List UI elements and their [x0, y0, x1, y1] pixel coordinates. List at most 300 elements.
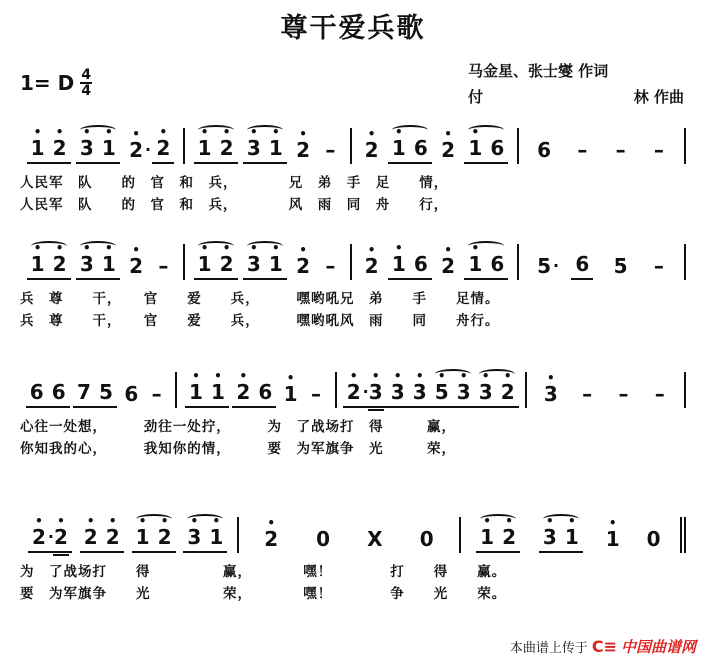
note: [47, 514, 72, 549]
composer-name-2: 林: [633, 88, 649, 106]
beat: [571, 253, 593, 280]
slurred-beat: [243, 241, 287, 280]
dash-extension: [146, 383, 168, 405]
octave-dot: •: [395, 125, 403, 139]
measure: [185, 241, 352, 280]
note: [265, 125, 287, 160]
note: [343, 369, 369, 404]
note: [154, 514, 176, 549]
lyrics-verse-1: 人民军 队 的 官 和 兵， 兄 弟 手 足 情，: [20, 175, 449, 191]
note: [49, 125, 71, 160]
note: [152, 125, 174, 160]
octave-dot: •: [505, 514, 513, 528]
note-digit: 1: [135, 525, 150, 549]
beat: [416, 528, 438, 553]
beat: [73, 381, 117, 408]
slurred-beat: [132, 514, 176, 553]
note-digit: 3: [543, 382, 558, 406]
dash-extension: [571, 139, 593, 161]
note: [498, 514, 520, 549]
note: [361, 127, 383, 162]
note-digit: 1: [101, 252, 116, 276]
note-digit: –: [653, 254, 664, 278]
note-digit: 2: [502, 525, 517, 549]
note: [102, 514, 124, 549]
note-digit: 1: [197, 252, 212, 276]
beat: [576, 383, 598, 408]
note-digit: 1: [189, 380, 203, 404]
octave-dot: •: [250, 241, 258, 255]
note-digit: 1: [283, 382, 298, 406]
note-digit: 2: [296, 138, 311, 162]
note: [132, 514, 154, 549]
note-digit: 1: [268, 252, 283, 276]
note-digit: 2: [500, 380, 515, 404]
note-digit: 2: [52, 136, 67, 160]
note: [28, 514, 54, 549]
note: [76, 125, 98, 160]
measure: [352, 241, 519, 280]
note-digit: 6: [258, 380, 273, 404]
beat: [612, 383, 634, 408]
octave-dot: •: [55, 241, 64, 255]
octave-dot: •: [299, 127, 307, 141]
staff: [18, 240, 686, 280]
beat: [152, 125, 174, 164]
note-digit: 5: [99, 380, 113, 404]
octave-dot: •: [105, 241, 113, 255]
octave-dot: •: [395, 241, 403, 255]
note-digit: 0: [646, 527, 661, 551]
beat: [571, 139, 593, 164]
beat: [343, 369, 387, 408]
note-digit: 6: [51, 380, 66, 404]
augmentation-dot: ·: [362, 382, 369, 401]
note: [361, 243, 383, 278]
note-digit: 3: [368, 380, 383, 404]
measure: [18, 372, 177, 408]
octave-dot: •: [481, 369, 490, 383]
note-digit: 6: [413, 252, 428, 276]
octave-dot: •: [272, 241, 280, 255]
beat: [649, 383, 671, 408]
beat: [125, 127, 152, 164]
octave-dot: •: [190, 514, 199, 528]
slurred-beat: [243, 125, 287, 164]
note: [194, 241, 216, 276]
beat: [648, 255, 670, 280]
note: [571, 253, 593, 275]
octave-dot: •: [33, 241, 42, 255]
note-digit: 7: [77, 380, 91, 404]
note: [26, 381, 48, 403]
note-digit: 1: [468, 252, 483, 276]
note: [431, 369, 453, 404]
beat: [305, 383, 327, 408]
octave-dot: •: [267, 516, 276, 530]
note: [265, 241, 287, 276]
octave-dot: •: [132, 243, 140, 257]
augmentation-dot: ·: [553, 256, 560, 275]
system-4: [18, 513, 686, 605]
note: [49, 241, 71, 276]
note: [48, 381, 70, 403]
slurred-beat: [194, 125, 238, 164]
dash-extension: [649, 383, 671, 405]
beat: [361, 243, 383, 280]
beat: [319, 139, 341, 164]
beat: [319, 255, 341, 280]
note: [364, 528, 386, 550]
beat: [648, 139, 670, 164]
note-digit: 2: [52, 252, 67, 276]
note-digit: 6: [490, 136, 505, 160]
beat: [643, 528, 665, 553]
time-signature: [80, 68, 92, 98]
measure: [337, 369, 527, 408]
octave-dot: •: [471, 241, 480, 255]
octave-dot: •: [415, 369, 424, 383]
octave-dot: •: [393, 369, 402, 383]
octave-dot: •: [192, 369, 200, 383]
system-1: [18, 124, 686, 216]
beat: [146, 383, 168, 408]
note-digit: 1: [468, 136, 483, 160]
note-digit: 3: [478, 380, 493, 404]
slurred-beat: [27, 241, 71, 280]
beat: [80, 514, 124, 553]
beat: [260, 516, 282, 553]
note-digit: –: [325, 254, 336, 278]
lyrics-verse-2: 人民军 队 的 官 和 兵， 风 雨 同 舟 行，: [20, 197, 449, 213]
octave-dot: •: [222, 125, 231, 139]
note-digit: 1: [30, 252, 45, 276]
note: [486, 137, 508, 159]
note-digit: 2: [441, 254, 456, 278]
note: [80, 514, 102, 549]
note-digit: 3: [246, 252, 261, 276]
note: [539, 514, 561, 549]
note: [476, 514, 498, 549]
note: [207, 369, 229, 404]
slurred-beat: [76, 241, 120, 280]
note: [76, 241, 98, 276]
beat: [602, 516, 624, 553]
note-digit: 1: [197, 136, 212, 160]
note-digit: 3: [390, 380, 405, 404]
note-digit: 3: [412, 380, 427, 404]
octave-dot: •: [371, 369, 380, 383]
note: [183, 514, 205, 549]
note-digit: 1: [391, 136, 406, 160]
note-digit: 0: [419, 527, 434, 551]
site-logo-icon: C≡: [591, 637, 617, 656]
lyrics-verse-1: 心往一处想， 劲往一处拧， 为 了战场打 得 赢，: [20, 419, 456, 435]
note-digit: 1: [30, 136, 45, 160]
slurred-beat: [183, 514, 227, 553]
note-digit: 1: [268, 136, 283, 160]
note-digit: –: [158, 254, 169, 278]
note-digit: 5: [613, 254, 628, 278]
note-digit: 3: [246, 136, 261, 160]
footer: [510, 636, 696, 657]
measure: [18, 514, 239, 553]
augmentation-dot: ·: [145, 140, 152, 159]
note: [409, 369, 431, 404]
composer-role: 作曲: [653, 88, 684, 106]
note-digit: 1: [391, 252, 406, 276]
octave-dot: •: [459, 369, 468, 383]
note-digit: 6: [537, 138, 552, 162]
note-digit: 2: [156, 136, 171, 160]
note-digit: 5: [537, 254, 552, 278]
note: [243, 241, 265, 276]
note: [216, 125, 238, 160]
augmentation-dot: ·: [47, 527, 54, 546]
upload-note: 本曲谱上传于: [509, 641, 588, 656]
note-digit: 2: [346, 380, 361, 404]
note: [497, 369, 519, 404]
octave-dot: •: [222, 241, 231, 255]
slurred-beat: [76, 125, 120, 164]
note: [73, 381, 95, 403]
beat: [437, 243, 459, 280]
beat: [610, 139, 632, 164]
measure: [519, 244, 686, 280]
measure: [352, 125, 519, 164]
lyrics-verse-2: 你知我的心， 我知你的情， 要 为军旗争 光 荣，: [20, 441, 456, 457]
slurred-beat: [476, 514, 520, 553]
slurred-beat: [431, 369, 475, 408]
note-digit: 2: [219, 136, 234, 160]
octave-dot: •: [299, 243, 307, 257]
octave-dot: •: [86, 514, 95, 528]
octave-dot: •: [546, 514, 554, 528]
measure: [527, 372, 686, 408]
note-digit: 2: [105, 525, 120, 549]
note-digit: 2: [296, 254, 311, 278]
octave-dot: •: [138, 514, 147, 528]
octave-dot: •: [471, 125, 480, 139]
slurred-beat: [194, 241, 238, 280]
note-digit: 2: [31, 525, 46, 549]
octave-dot: •: [159, 125, 168, 139]
system-3: [18, 368, 686, 460]
site-logo-text[interactable]: 中国曲谱网: [620, 638, 696, 656]
composer-name: 付: [468, 88, 484, 106]
octave-dot: •: [367, 243, 376, 257]
measure: [177, 369, 336, 408]
note: [464, 125, 486, 160]
octave-dot: •: [349, 369, 358, 383]
note: [486, 253, 508, 275]
note: [533, 139, 555, 161]
note-digit: 1: [211, 380, 225, 404]
note: [292, 243, 314, 278]
slurred-beat: [388, 125, 432, 164]
octave-dot: •: [160, 514, 169, 528]
beat: [540, 371, 562, 408]
octave-dot: •: [33, 125, 42, 139]
measure: [185, 125, 352, 164]
note: [416, 528, 438, 550]
note: [27, 241, 49, 276]
note-digit: 6: [575, 252, 590, 276]
note-digit: 2: [157, 525, 172, 549]
note-digit: 2: [219, 252, 234, 276]
beat: [185, 369, 229, 408]
beat: [387, 369, 431, 408]
octave-dot: •: [568, 514, 576, 528]
note-digit: –: [654, 382, 665, 406]
note-digit: 2: [53, 525, 68, 549]
note: [125, 243, 147, 278]
note-digit: –: [618, 382, 629, 406]
note-digit: 0: [316, 527, 331, 551]
note: [185, 369, 207, 404]
note: [362, 369, 387, 404]
octave-dot: •: [55, 125, 64, 139]
note-digit: –: [582, 382, 593, 406]
octave-dot: •: [239, 369, 248, 383]
note: [120, 383, 142, 405]
measure: [239, 517, 460, 553]
note-digit: 2: [129, 254, 144, 278]
note-digit: 3: [542, 525, 557, 549]
octave-dot: •: [108, 514, 117, 528]
staff: [18, 368, 686, 408]
note: [254, 381, 276, 403]
note-digit: –: [577, 138, 588, 162]
dash-extension: [319, 139, 341, 161]
measure: [18, 241, 185, 280]
note: [602, 516, 624, 551]
note-digit: 6: [413, 136, 428, 160]
octave-dot: •: [212, 514, 221, 528]
octave-dot: •: [367, 127, 376, 141]
slurred-beat: [464, 125, 508, 164]
beat: [152, 255, 174, 280]
octave-dot: •: [444, 127, 452, 141]
lyrics-verse-1: 为 了战场打 得 赢， 嘿！ 打 得 赢。: [20, 564, 507, 580]
dash-extension: [648, 139, 670, 161]
key-signature: [20, 68, 92, 98]
note-digit: 1: [605, 527, 620, 551]
note: [540, 371, 562, 406]
dash-extension: [576, 383, 598, 405]
note: [98, 125, 120, 160]
note-digit: 1: [564, 525, 579, 549]
note-digit: 2: [364, 138, 379, 162]
slurred-beat: [475, 369, 519, 408]
measure: [18, 125, 185, 164]
beat: [27, 125, 71, 164]
beat: [437, 127, 459, 164]
note-digit: 1: [209, 525, 224, 549]
octave-dot: •: [444, 243, 452, 257]
note-digit: 1: [480, 525, 495, 549]
note-digit: 6: [124, 382, 139, 406]
note-digit: 2: [441, 138, 456, 162]
note: [95, 381, 117, 403]
note: [388, 241, 410, 276]
note: [27, 125, 49, 160]
octave-dot: •: [272, 125, 280, 139]
note: [561, 514, 583, 549]
note-digit: 2: [264, 527, 279, 551]
note-digit: 2: [83, 525, 98, 549]
measure: [519, 128, 686, 164]
note: [312, 528, 334, 550]
octave-dot: •: [200, 125, 209, 139]
note-digit: –: [653, 138, 664, 162]
octave-dot: •: [105, 125, 113, 139]
note: [232, 369, 254, 404]
note: [388, 125, 410, 160]
note: [453, 369, 475, 404]
octave-dot: •: [35, 514, 43, 528]
slurred-beat: [539, 514, 583, 553]
note-digit: 3: [187, 525, 202, 549]
note-digit: 2: [129, 138, 144, 162]
slurred-beat: [464, 241, 508, 280]
lyrics-verse-1: 兵 尊 干， 官 爱 兵， 嘿哟吼兄 弟 手 足情。: [20, 291, 500, 307]
note: [216, 241, 238, 276]
key-label: 1= D: [20, 71, 75, 95]
note: [437, 243, 459, 278]
note-digit: 2: [364, 254, 379, 278]
dash-extension: [319, 255, 341, 277]
dash-extension: [610, 139, 632, 161]
note-digit: X: [367, 527, 383, 551]
note: [98, 241, 120, 276]
note: [410, 137, 432, 159]
beat: [533, 139, 555, 164]
staff: [18, 513, 686, 553]
beat: [533, 254, 560, 280]
note: [205, 514, 227, 549]
dash-extension: [305, 383, 327, 405]
note-digit: –: [615, 138, 626, 162]
note-digit: 5: [434, 380, 449, 404]
note: [610, 255, 632, 277]
lyricists: 马金星、张士燮 作词: [468, 62, 609, 80]
note: [643, 528, 665, 550]
note: [437, 127, 459, 162]
time-top: 4: [81, 67, 92, 83]
beat: [232, 369, 276, 408]
octave-dot: •: [546, 371, 555, 385]
octave-dot: •: [214, 369, 222, 383]
note: [387, 369, 409, 404]
note-digit: 3: [456, 380, 471, 404]
time-bottom: 4: [81, 83, 92, 99]
note: [260, 516, 282, 551]
note: [464, 241, 486, 276]
note: [292, 127, 314, 162]
composer-line: [468, 84, 684, 110]
beat: [120, 383, 142, 408]
lyrics-verse-2: 要 为军旗争 光 荣， 嘿！ 争 光 荣。: [20, 586, 507, 602]
note: [533, 254, 560, 278]
note: [125, 127, 152, 162]
beat: [292, 127, 314, 164]
beat: [292, 243, 314, 280]
beat: [361, 127, 383, 164]
octave-dot: •: [483, 514, 491, 528]
beat: [125, 243, 147, 280]
octave-dot: •: [57, 514, 65, 528]
